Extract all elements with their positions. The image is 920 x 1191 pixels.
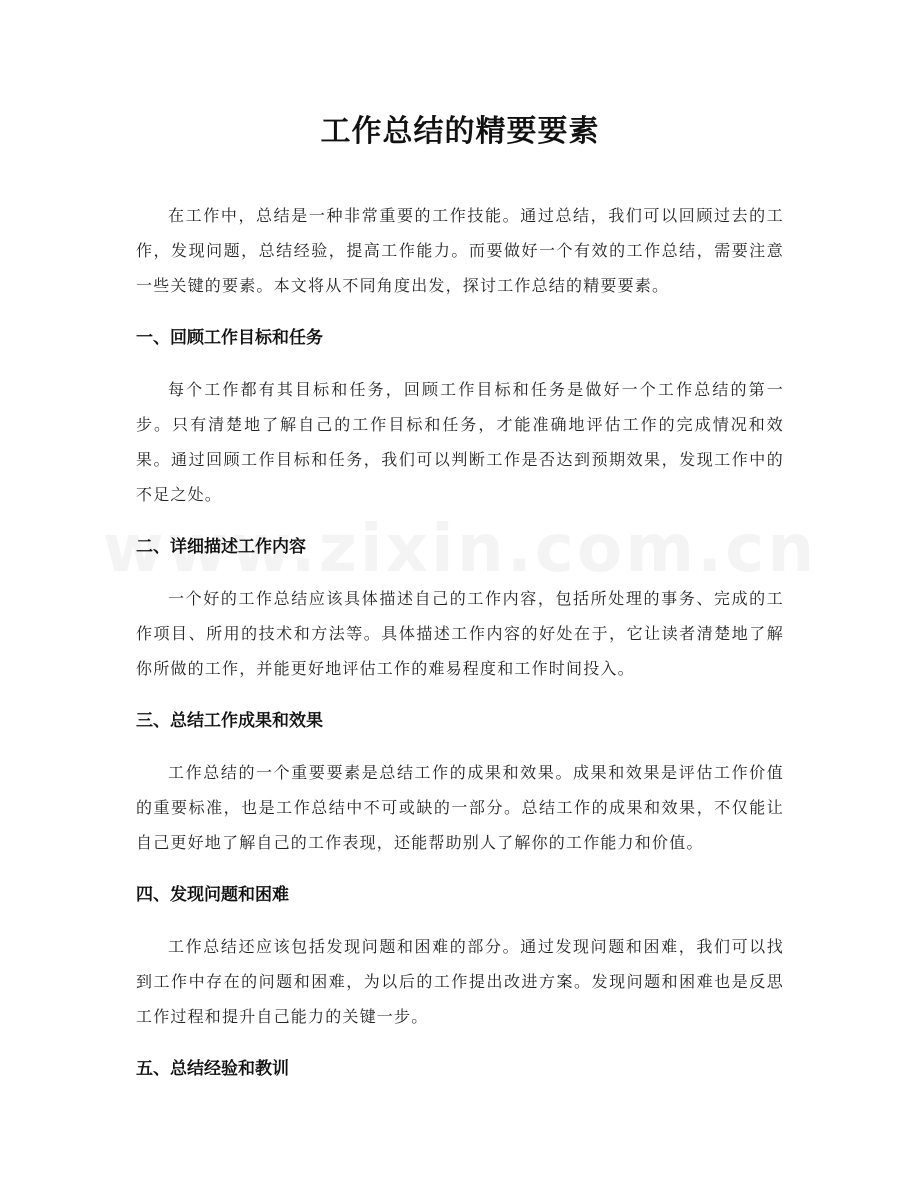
intro-paragraph: 在工作中，总结是一种非常重要的工作技能。通过总结，我们可以回顾过去的工作，发现问题，总结经验，提高工作能力。而要做好一个有效的工作总结，需要注意一些关键的要素。本文将从不同角度出发，探讨工作总结的精要要素。 — [136, 206, 784, 295]
section-heading-3: 三、总结工作成果和效果 — [136, 711, 323, 731]
section-heading-1: 一、回顾工作目标和任务 — [136, 328, 323, 348]
section-heading-5: 五、总结经验和教训 — [136, 1059, 289, 1079]
document-title: 工作总结的精要要素 — [320, 114, 600, 149]
section-heading-4: 四、发现问题和困难 — [136, 885, 289, 905]
section-body-3: 工作总结的一个重要要素是总结工作的成果和效果。成果和效果是评估工作价值的重要标准，也是工作总结中不可或缺的一部分。总结工作的成果和效果，不仅能让自己更好地了解自己的工作表现，还能帮助别人了解你的工作能力和价值。 — [136, 763, 784, 852]
section-body-4: 工作总结还应该包括发现问题和困难的部分。通过发现问题和困难，我们可以找到工作中存在的问题和困难，为以后的工作提出改进方案。发现问题和困难也是反思工作过程和提升自己能力的关键一步。 — [136, 937, 784, 1026]
section-heading-2: 二、详细描述工作内容 — [136, 537, 306, 557]
section-body-2: 一个好的工作总结应该具体描述自己的工作内容，包括所处理的事务、完成的工作项目、所用的技术和方法等。具体描述工作内容的好处在于，它让读者清楚地了解你所做的工作，并能更好地评估工作的难易程度和工作时间投入。 — [136, 589, 784, 678]
section-body-1: 每个工作都有其目标和任务，回顾工作目标和任务是做好一个工作总结的第一步。只有清楚地了解自己的工作目标和任务，才能准确地评估工作的完成情况和效果。通过回顾工作目标和任务，我们可以判断工作是否达到预期效果，发现工作中的不足之处。 — [136, 380, 784, 504]
